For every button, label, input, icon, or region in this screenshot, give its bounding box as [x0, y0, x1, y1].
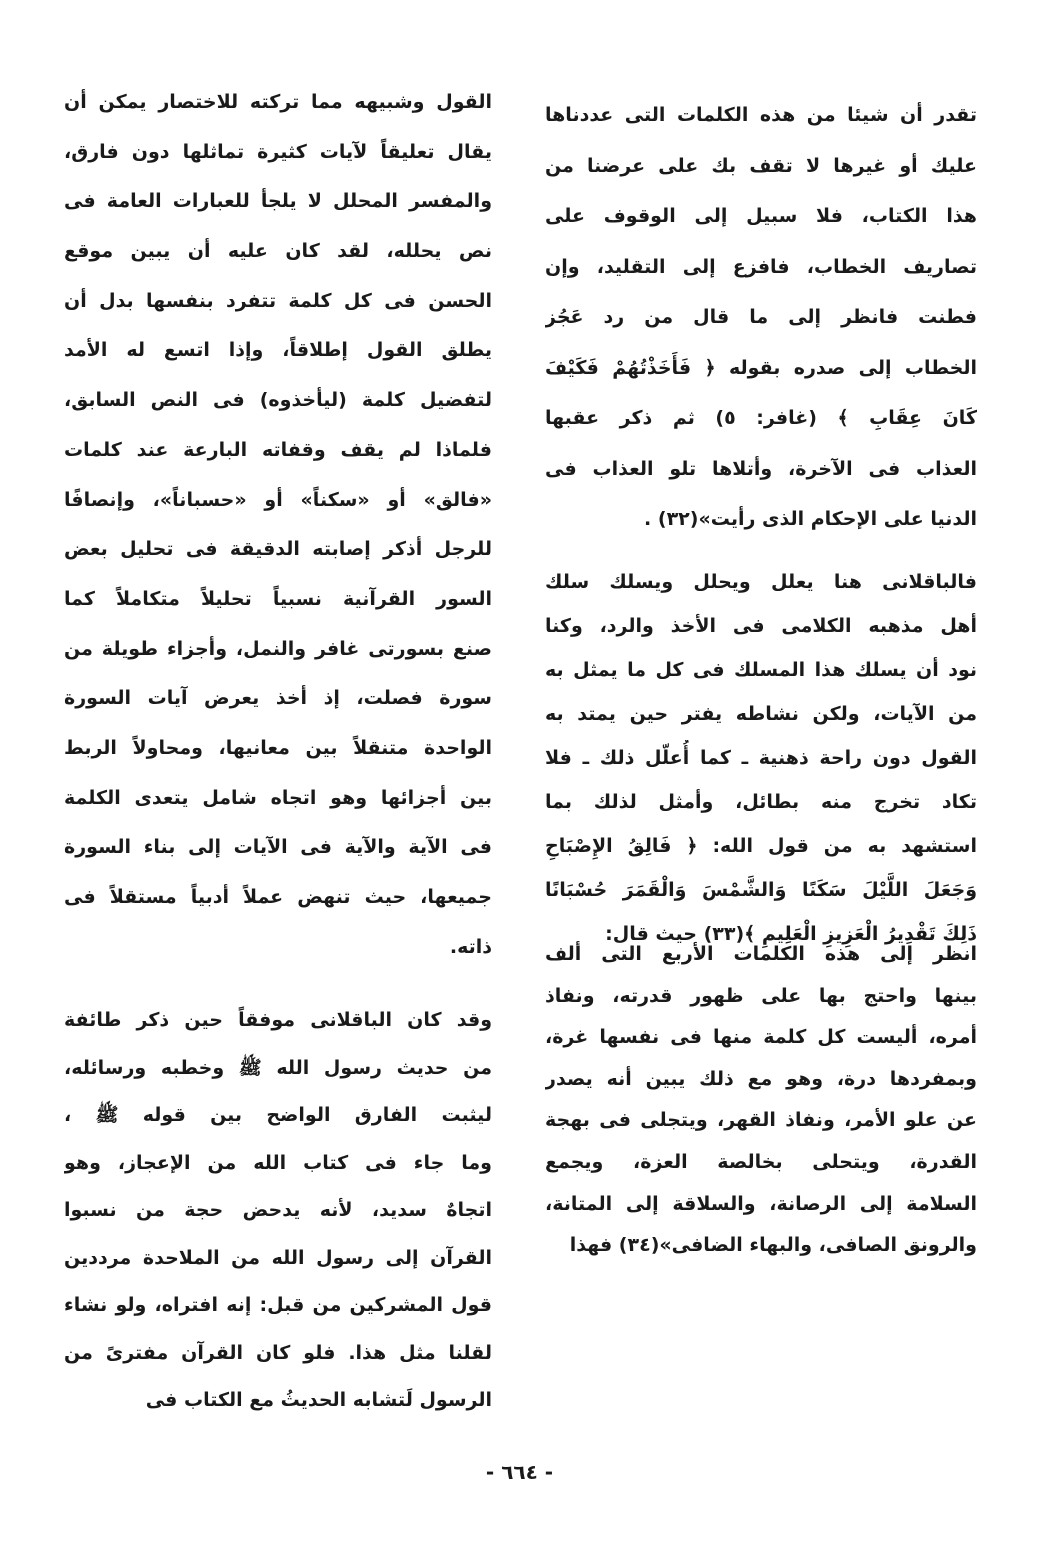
- text-line: الواحدة متنقلاً بين معانيها، ومحاولاً الربط: [64, 736, 492, 759]
- text-line: لتفضيل كلمة (ليأخذوه) فى النص السابق،: [64, 389, 492, 412]
- left-paragraph-2: [64, 1002, 492, 1430]
- text-line: ذاته.: [449, 935, 492, 958]
- text-line: «فالق» أو «سكناً» أو «حسباناً»، وإنصافًا: [64, 488, 492, 511]
- text-line: أهل مذهبه الكلامى فى الأخذ والرد، وكنا: [545, 615, 977, 637]
- text-line: الخطاب إلى صدره بقوله ﴿ فَأَخَذْتُهُمْ فَكَيْفَ: [545, 356, 977, 379]
- text-line: أمره، أليست كل كلمة منها فى نفسها غرة،: [545, 1026, 977, 1049]
- text-line: عليك أو غيرها لا تقف بك على عرضنا من: [545, 154, 977, 177]
- text-line: هذا الكتاب، فلا سبيل إلى الوقوف على: [545, 205, 977, 227]
- text-line: نود أن يسلك هذا المسلك فى كل ما يمثل به: [545, 659, 977, 681]
- text-line: الحسن فى كل كلمة تتفرد بنفسها بدل أن: [64, 289, 492, 312]
- text-line: العذاب فى الآخرة، وأتلاها تلو العذاب فى: [545, 457, 977, 480]
- page-number: - ٦٦٤ -: [485, 1460, 554, 1484]
- text-line: الدنيا على الإحكام الذى رأيت»(٣٢) .: [644, 508, 977, 530]
- text-line: والمفسر المحلل لا يلجأ للعبارات العامة فى: [64, 190, 492, 213]
- text-line: لقلنا مثل هذا. فلو كان القرآن مفترىً من: [64, 1341, 492, 1364]
- text-line: القرآن إلى رسول الله من الملاحدة مرددين: [64, 1246, 492, 1269]
- text-line: فطنت فانظر إلى ما قال من رد عَجُز: [545, 306, 977, 328]
- text-line: القول دون راحة ذهنية ـ كما أُعلّل ذلك ـ فلا: [545, 747, 977, 769]
- text-line: من حديث رسول الله ﷺ وخطبه ورسائله،: [64, 1056, 492, 1079]
- text-line: يطلق القول إطلاقاً، وإذا اتسع له الأمد: [64, 339, 492, 362]
- text-line: من الآيات، ولكن نشاطه يفتر حين يمتد به: [545, 703, 977, 725]
- text-line: بينها واحتج بها على ظهور قدرته، ونفاذ: [545, 984, 977, 1007]
- text-line: استشهد به من قول الله: ﴿ فَالِقُ الإِصْبَاحِ: [545, 835, 977, 857]
- text-line: وما جاء فى كتاب الله من الإعجاز، وهو: [64, 1151, 492, 1174]
- text-line: قول المشركين من قبل: إنه افتراه، ولو نشاء: [64, 1294, 492, 1316]
- text-line: القول وشبيهه مما تركته للاختصار يمكن أن: [64, 91, 492, 113]
- left-paragraph-1: [64, 84, 492, 978]
- text-line: كَانَ عِقَابِ ﴾ (غافر: ٥) ثم ذكر عقبها: [545, 407, 977, 429]
- text-line: تصاريف الخطاب، فافزع إلى التقليد، وإن: [545, 255, 977, 278]
- text-line: صنع بسورتى غافر والنمل، وأجزاء طويلة من: [64, 637, 492, 660]
- text-line: يقال تعليقاً لآيات كثيرة تماثلها دون فارق،: [64, 140, 492, 163]
- text-line: فلماذا لم يقف وقفاته البارعة عند كلمات: [64, 438, 492, 461]
- text-line: فى الآية والآية فى الآيات إلى بناء السورة: [64, 836, 492, 859]
- text-line: انظر إلى هذه الكلمات الأربع التى ألف: [545, 943, 977, 965]
- text-line: سورة فصلت، إذ أخذ يعرض آيات السورة: [64, 687, 492, 710]
- text-line: عن علو الأمر، ونفاذ القهر، ويتجلى فى بهجة: [545, 1109, 977, 1132]
- text-line: وَجَعَلَ اللَّيْلَ سَكَنًا وَالشَّمْسَ وَالْقَمَرَ حُسْبَانًا: [545, 879, 977, 901]
- text-line: اتجاهٌ سديد، لأنه يدحض حجة من نسبوا: [64, 1199, 492, 1221]
- text-line: تقدر أن شيئا من هذه الكلمات التى عددناها: [545, 104, 977, 126]
- text-line: ليثبت الفارق الواضح بين قوله ﷺ ،: [64, 1104, 492, 1126]
- text-line: جميعها، حيث تنهض عملاً أدبياً مستقلاً فى: [64, 886, 492, 908]
- text-line: فالباقلانى هنا يعلل ويحلل ويسلك سلك: [545, 571, 977, 593]
- text-line: نص يحلله، لقد كان عليه أن يبين موقع: [64, 240, 492, 263]
- text-line: بين أجزائها وهو اتجاه شامل يتعدى الكلمة: [64, 786, 492, 809]
- text-line: ذَلِكَ تَقْدِيرُ الْعَزِيزِ الْعَلِيمِ ﴾(٣٣) حيث قال:: [605, 923, 977, 945]
- text-line: تكاد تخرج منه بطائل، وأمثل لذلك بما: [545, 791, 977, 813]
- text-line: السور القرآنية نسبياً تحليلاً متكاملاً كما: [64, 587, 492, 610]
- text-line: القدرة، ويتحلى بخالصة العزة، ويجمع: [545, 1150, 977, 1173]
- text-line: وبمفردها درة، وهو مع ذلك يبين أنه يصدر: [545, 1067, 977, 1090]
- text-line: للرجل أذكر إصابته الدقيقة فى تحليل بعض: [64, 538, 492, 561]
- text-line: وقد كان الباقلانى موفقاً حين ذكر طائفة: [64, 1009, 492, 1031]
- text-line: والرونق الصافى، والبهاء الضافى»(٣٤) فهذا: [569, 1234, 977, 1257]
- right-paragraph-2: [545, 564, 977, 960]
- right-paragraph-3: [545, 936, 977, 1269]
- text-line: الرسول لَتشابه الحديثُ مع الكتاب فى: [145, 1389, 492, 1411]
- text-line: السلامة إلى الرصانة، والسلاقة إلى المتانة،: [545, 1192, 977, 1215]
- right-paragraph-1: [545, 97, 977, 552]
